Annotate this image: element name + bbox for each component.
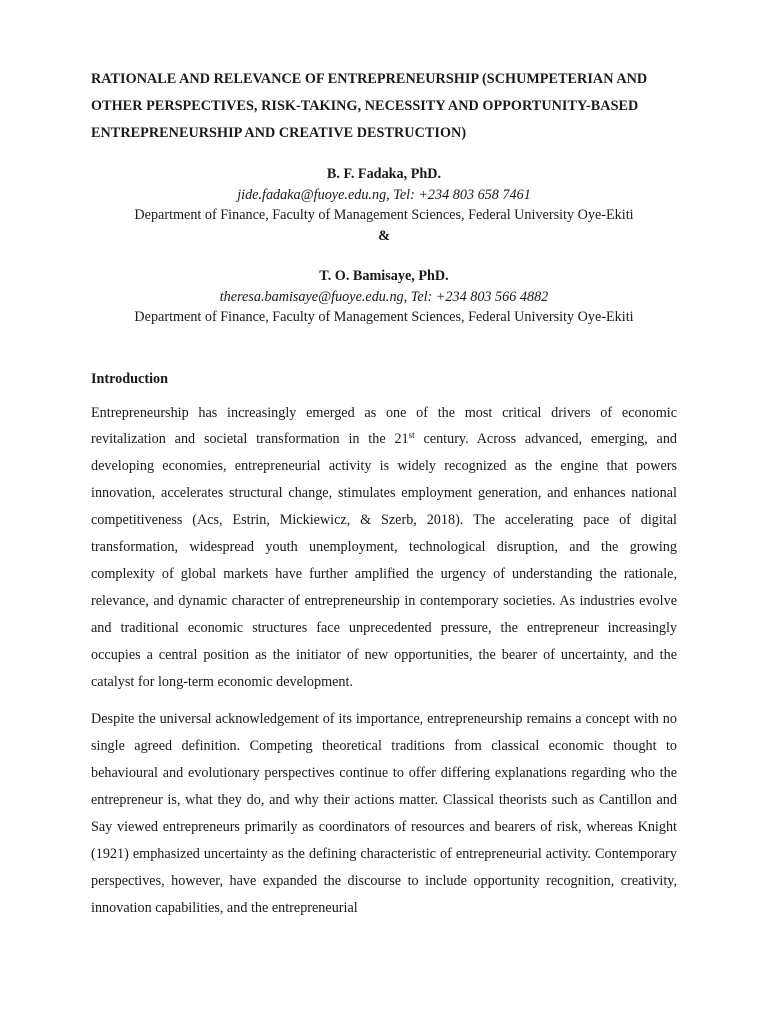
paragraph-1-text-b: century. Across advanced, emerging, and developing economies, entrepreneurial activity is widely recognized as the engine that powers innovation, accelerates structural change, stimulates employment generation, and enhances national competitiveness (Acs, Estrin, Mickiewicz, & Szerb, 2018). The accelerating pace of digital transformation, widespread youth unemployment, technological disruption, and the growing complexity of global markets have further amplified the urgency of understanding the rationale, relevance, and dynamic character of entrepreneurship in contemporary societies. As industries evolve and traditional economic structures face unprecedented pressure, the entrepreneur increasingly occupies a central position as the initiator of new opportunities, the bearer of uncertainty, and the catalyst for long-term economic development. <box>91 431 678 690</box>
paragraph-1-superscript: st <box>408 430 415 441</box>
paragraph-2: Despite the universal acknowledgement of its importance, entrepreneurship remains a concept with no single agreed definition. Competing theoretical traditions from classical economic thought to behavioural and evolutionary perspectives continue to offer differing explanations regarding who the entrepreneur is, what they do, and why their actions matter. Classical theorists such as Cantillon and Say viewed entrepreneurs primarily as coordinators of resources and bearers of risk, whereas Knight (1921) emphasized uncertainty as the defining characteristic of entrepreneurial activity. Contemporary perspectives, however, have expanded the discourse to include opportunity recognition, creativity, innovation capabilities, and the entrepreneurial <box>91 711 677 916</box>
author-tel-2: , Tel: +234 803 566 4882 <box>403 288 549 305</box>
paragraph-1 <box>91 400 677 696</box>
author-separator: & <box>378 227 390 244</box>
author-contact-2 <box>91 287 677 308</box>
author-name-2: T. O. Bamisaye, PhD. <box>319 268 449 284</box>
paper-page <box>91 66 677 922</box>
section-heading-introduction: Introduction <box>91 370 168 387</box>
author-tel-1: , Tel: +234 803 658 7461 <box>386 186 531 203</box>
author-affiliation-1: Department of Finance, Faculty of Management Sciences, Federal University Oye-Ekiti <box>134 207 634 223</box>
author-block <box>91 164 677 328</box>
author-email-1[interactable]: jide.fadaka@fuoye.edu.ng <box>237 186 387 203</box>
paper-title: RATIONALE AND RELEVANCE OF ENTREPRENEURSHIP (SCHUMPETERIAN AND OTHER PERSPECTIVES, RISK-TAKING, NECESSITY AND OPPORTUNITY-BASED ENTREPRENEURSHIP AND CREATIVE DESTRUCTION) <box>91 71 648 141</box>
author-contact-1 <box>91 185 677 206</box>
spacer <box>91 246 677 266</box>
author-email-2[interactable]: theresa.bamisaye@fuoye.edu.ng <box>219 288 404 305</box>
author-name-1: B. F. Fadaka, PhD. <box>326 166 442 182</box>
author-affiliation-2: Department of Finance, Faculty of Management Sciences, Federal University Oye-Ekiti <box>134 309 634 325</box>
paragraph-1-text-a: Entrepreneurship has increasingly emerged as one of the most critical drivers of economic revitalization and societal transformation in the 21 <box>91 404 677 448</box>
